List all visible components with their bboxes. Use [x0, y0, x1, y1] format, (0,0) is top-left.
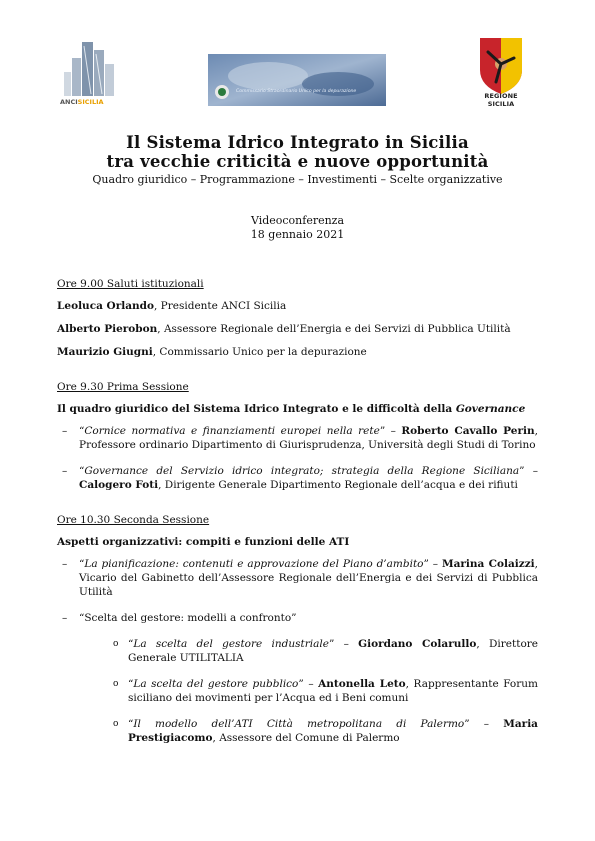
session-3-item-2: – “Scelta del gestore: modelli a confronto”: [62, 612, 297, 624]
event-date: 18 gennaio 2021: [250, 228, 345, 241]
session-3-subitem-1: o “La scelta del gestore industriale” – Giordano Colarullo, Direttore Generale UTILITALIA: [113, 638, 538, 664]
session-3-item-1: – “La pianificazione: contenuti e approvazione del Piano d’ambito” – Marina Colaizzi, Vicario del Gabinetto dell’Assessore Regionale dell’Energia e dei Servizi di Pubblica Utilità: [62, 558, 538, 598]
session-3-subitem-2: o “La scelta del gestore pubblico” – Antonella Leto, Rappresentante Forum siciliano dei movimenti per l’Acqua ed i Beni comuni: [113, 678, 538, 704]
circle-marker: o: [113, 679, 119, 689]
programme: [57, 277, 538, 745]
regione-sicilia-logo: REGIONE SICILIA: [470, 36, 532, 108]
session-2-item-2: – “Governance del Servizio idrico integrato; strategia della Regione Siciliana” – Calogero Foti, Dirigente Generale Dipartimento Regionale dell’acqua e dei rifiuti: [62, 465, 538, 491]
event-type: Videoconferenza: [250, 214, 345, 227]
session-3-subitem-3: o “Il modello dell’ATI Città metropolitana di Palermo” – Maria Prestigiacomo, Assessore del Comune di Palermo: [113, 718, 538, 744]
session-2-heading: Ore 9.30 Prima Sessione: [57, 381, 189, 393]
anci-sicilia-logo: ANCISICILIA: [58, 36, 128, 108]
session-3-topic: Aspetti organizzativi: compiti e funzioni delle ATI: [57, 536, 350, 548]
session-1-heading: Ore 9.00 Saluti istituzionali: [57, 278, 204, 290]
commissario-banner-logo: [208, 54, 386, 106]
svg-text:Commissario Straordinario Unic: Commissario Straordinario Unico per la depurazione: [236, 89, 357, 94]
speaker-3: Maurizio Giugni, Commissario Unico per la depurazione: [57, 346, 367, 358]
title-line-2: tra vecchie criticità e nuove opportunità: [106, 152, 489, 171]
session-3-heading: Ore 10.30 Seconda Sessione: [57, 514, 210, 526]
circle-marker: o: [113, 639, 119, 649]
session-2-topic: Il quadro giuridico del Sistema Idrico Integrato e le difficoltà della Governance: [57, 403, 526, 415]
speaker-1: Leoluca Orlando, Presidente ANCI Sicilia: [57, 300, 287, 312]
dash-marker: –: [62, 465, 68, 477]
dash-marker: –: [62, 425, 68, 437]
circle-marker: o: [113, 719, 119, 729]
title-line-1: Il Sistema Idrico Integrato in Sicilia: [126, 133, 469, 152]
session-2-item-1: – “Cornice normativa e finanziamenti europei nella rete” – Roberto Cavallo Perin, Professore ordinario Dipartimento di Giurisprudenza, Università degli Studi di Torino: [62, 425, 538, 451]
speaker-2: Alberto Pierobon, Assessore Regionale dell’Energia e dei Servizi di Pubblica Utilità: [57, 323, 511, 335]
subtitle: Quadro giuridico – Programmazione – Investimenti – Scelte organizzative: [92, 173, 503, 186]
dash-marker: –: [62, 612, 68, 624]
dash-marker: –: [62, 558, 68, 570]
